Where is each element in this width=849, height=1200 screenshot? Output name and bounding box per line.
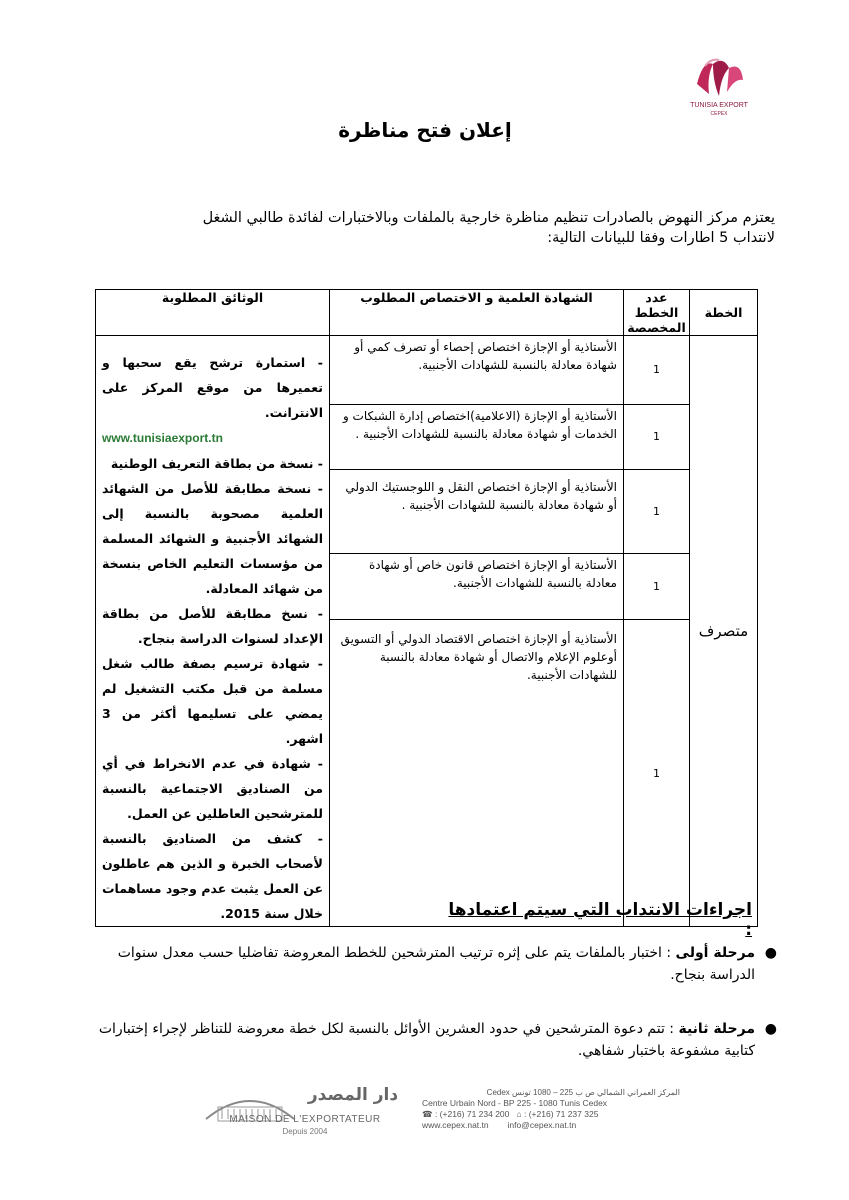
table-header-row (96, 290, 758, 336)
intro-line-2: لانتداب 5 اطارات وفقا للبيانات التالية: (547, 230, 775, 246)
doc-item: - نسخة من بطاقة التعريف الوطنية (110, 456, 323, 471)
stage-2-item (95, 1018, 777, 1062)
header-count: عدد الخطط المخصصة (624, 290, 690, 336)
header-plan: الخطة (690, 290, 758, 336)
intro-paragraph (95, 208, 775, 248)
address-arabic: المركز العمراني الشمالي ص ب 225 – 1080 تونس (512, 1088, 680, 1097)
tunisia-export-logo (683, 54, 755, 124)
header-docs: الوثائق المطلوبة (96, 290, 330, 336)
brand-arabic: دار المصدر (307, 1085, 399, 1105)
address-cedex: Cedex (486, 1088, 510, 1097)
logo-mark-icon (683, 54, 755, 104)
count-cell: 1 (624, 553, 690, 619)
page-title: إعلان فتح مناظرة (338, 118, 512, 142)
logo-name: TUNISIA EXPORT (690, 102, 748, 109)
stage-2-label: مرحلة ثانية (678, 1021, 755, 1037)
stage-1-item (95, 942, 777, 986)
doc-item: - شهادة ترسيم بصفة طالب شغل مسلمة من قبل مكتب التشغيل لم يمضي على تسليمها أكثر من 3 اشهر. (102, 656, 323, 746)
count-cell: 1 (624, 404, 690, 469)
logo-sub: CEPEX (710, 111, 728, 117)
brand-french: MAISON DE L'EXPORTATEUR (229, 1114, 381, 1125)
positions-table (95, 289, 758, 927)
count-cell: 1 (624, 470, 690, 554)
plan-cell: متصرف (690, 336, 758, 927)
bullet-icon: ● (764, 945, 777, 961)
phone-number: ☎ : (+216) 71 234 200 (422, 1109, 510, 1119)
degree-cell: الأستاذية أو الإجازة اختصاص الاقتصاد الدولي أو التسويق أوعلوم الإعلام والاتصال أو شهادة معادلة بالنسبة للشهادات الأجنبية. (330, 620, 624, 927)
stage-1-label: مرحلة أولى (675, 945, 755, 961)
fax-number: (+216) 71 237 325 (528, 1109, 599, 1119)
count-cell: 1 (624, 336, 690, 405)
table-row (96, 336, 758, 405)
degree-cell: الأستاذية أو الإجازة اختصاص إحصاء أو تصرف كمي أو شهادة معادلة بالنسبة للشهادات الأجنبية. (330, 336, 624, 405)
doc-item: - نسخة مطابقة للأصل من الشهائد العلمية مصحوبة بالنسبة إلى الشهائد الأجنبية و الشهائد المسلمة من مؤسسات التعليم الخاص بنسخة من شهائد المعادلة. (102, 481, 323, 596)
degree-cell: الأستاذية أو الإجازة (الاعلامية)اختصاص إدارة الشبكات و الخدمات أو شهادة معادلة بالنسبة للشهادات الأجنبية . (330, 404, 624, 469)
website-footer-link[interactable]: www.cepex.nat.tn (422, 1120, 489, 1130)
header-degree: الشهادة العلمية و الاختصاص المطلوب (330, 290, 624, 336)
count-cell: 1 (624, 620, 690, 927)
footer (200, 1085, 700, 1145)
email-link[interactable]: info@cepex.nat.tn (507, 1120, 577, 1130)
bullet-icon: ● (764, 1021, 777, 1037)
brand-since: Depuis 2004 (282, 1127, 328, 1136)
doc-item: - كشف من الصناديق بالنسبة لأصحاب الخبرة و الذين هم عاطلون عن العمل يثبت عدم وجود مساهمات خلال سنة 2015. (102, 831, 323, 921)
website-link[interactable]: www.tunisiaexport.tn (102, 431, 223, 445)
fax-icon: ⌂ (516, 1109, 522, 1119)
stage-1-text: : اختبار بالملفات يتم على إثره ترتيب المترشحين للخطط المعروضة تفاضليا حسب معدل سنوات الدراسة بنجاح. (117, 945, 755, 983)
stage-2-text: : تتم دعوة المترشحين في حدود العشرين الأوائل بالنسبة لكل خطة معروضة للتناظر لإجراء إختبارات كتابية مشفوعة باختبار شفاهي. (98, 1021, 755, 1059)
procedures-title: اجراءات الانتداب التي سيتم اعتمادها : (448, 900, 752, 940)
doc-item: - نسخ مطابقة للأصل من بطاقة الإعداد لسنوات الدراسة بنجاح. (102, 606, 323, 646)
contact-block: المركز العمراني الشمالي ص ب 225 – 1080 تونس Cedex Centre Urbain Nord - BP 225 - 1080 Tunis Cedex ☎ : (+216) 71 234 200 ⌂ : (+216) 71 237 325 www.cepex.nat.tn info@cepex.nat.tn (422, 1088, 680, 1130)
intro-line-1: يعتزم مركز النهوض بالصادرات تنظيم مناظرة خارجية بالملفات وبالاختبارات لفائدة طالبي الشغل (202, 210, 775, 226)
degree-cell: الأستاذية أو الإجازة اختصاص قانون خاص أو شهادة معادلة بالنسبة للشهادات الأجنبية. (330, 553, 624, 619)
docs-cell (96, 336, 330, 927)
degree-cell: الأستاذية أو الإجازة اختصاص النقل و اللوجستيك الدولي أو شهادة معادلة بالنسبة للشهادات الأجنبية . (330, 470, 624, 554)
doc-item: - شهادة في عدم الانخراط في أي من الصناديق الاجتماعية بالنسبة للمترشحين العاطلين عن العمل. (102, 756, 323, 821)
doc-item: - استمارة ترشح يقع سحبها و تعميرها من موقع المركز على الانترانت. (102, 355, 323, 420)
address-french: Centre Urbain Nord - BP 225 - 1080 Tunis Cedex (422, 1098, 608, 1108)
